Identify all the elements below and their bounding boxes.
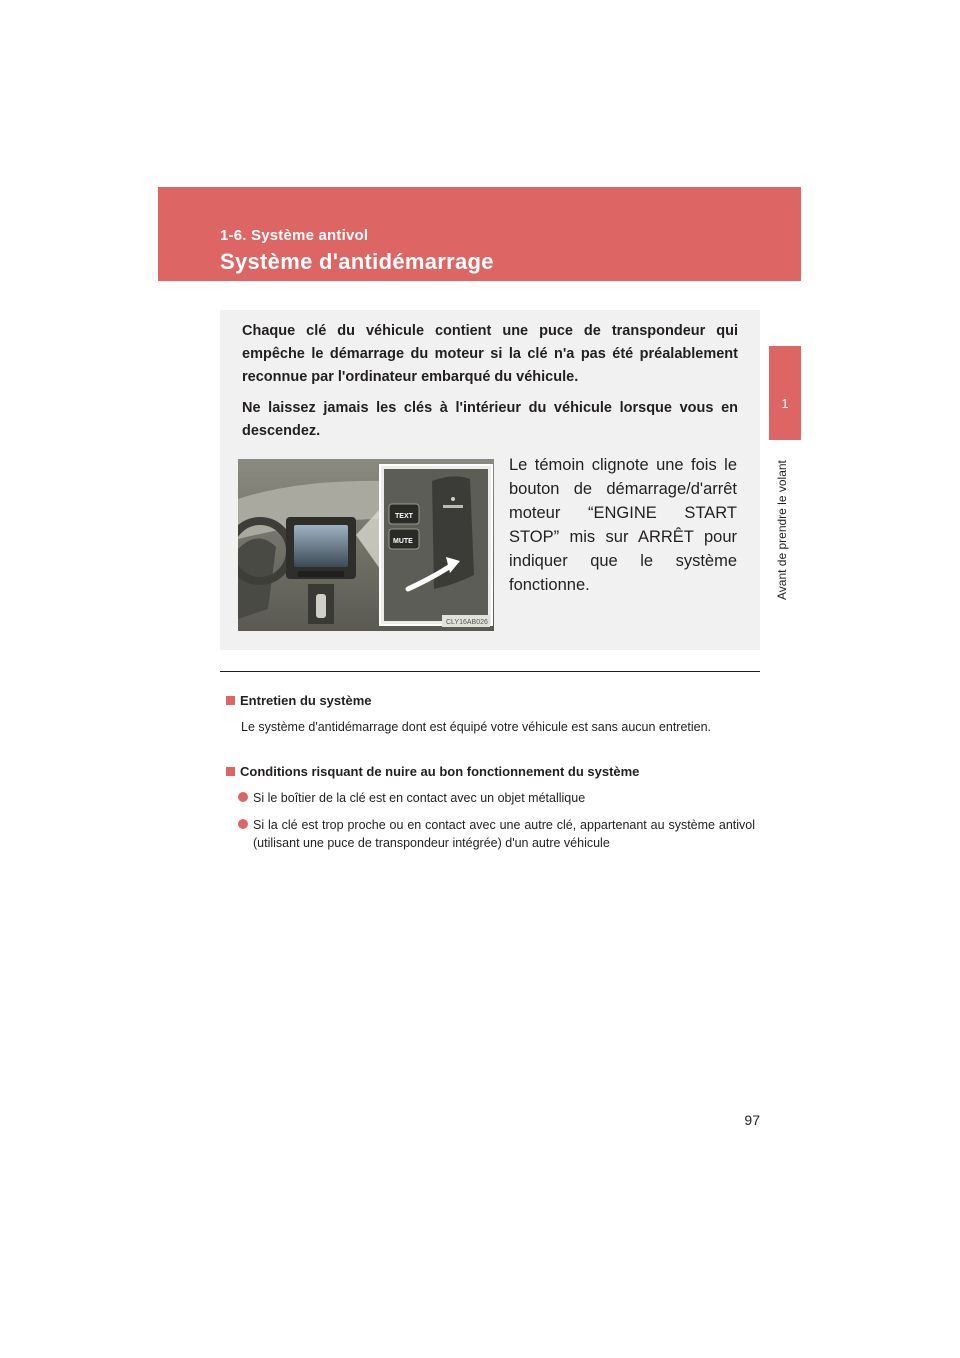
page-number: 97 — [744, 1112, 760, 1128]
info-box — [220, 310, 760, 650]
chapter-tab[interactable] — [769, 346, 801, 440]
intro-text: Chaque clé du véhicule contient une puce de transpondeur qui empêche le démarrage du moteur si la clé n'a pas été préalablement reconnue par l'ordinateur embarqué du véhicule. — [242, 323, 738, 385]
photo-caption: Le témoin clignote une fois le bouton de démarrage/d'arrêt moteur “ENGINE START STOP” mis sur ARRÊT pour indiquer que le système fonctionne. — [509, 456, 737, 594]
chapter-number: 1 — [781, 396, 789, 411]
circle-bullet-icon — [238, 819, 248, 829]
list-item-text: Si le boîtier de la clé est en contact avec un objet métallique — [253, 791, 586, 805]
section-label: 1-6. Système antivol — [220, 227, 369, 244]
text-button-label: TEXT — [395, 513, 413, 520]
square-bullet-icon — [226, 767, 235, 776]
photo-code: CLY16AB026 — [446, 619, 488, 626]
page-title: Système d'antidémarrage — [220, 249, 494, 274]
square-bullet-icon — [226, 696, 235, 705]
note-heading-text: Conditions risquant de nuire au bon fonctionnement du système — [240, 764, 640, 779]
section-header — [158, 187, 801, 281]
mute-button-label: MUTE — [393, 538, 413, 545]
circle-bullet-icon — [238, 792, 248, 802]
note-heading-conditions — [226, 764, 639, 779]
list-item — [238, 789, 755, 807]
chapter-label: Avant de prendre le volant — [775, 460, 789, 600]
section-divider — [220, 671, 760, 672]
list-item-text: Si la clé est trop proche ou en contact avec une autre clé, appartenant au système antivol (utilisant une puce de transpondeur intégrée) d'un autre véhicule — [253, 818, 755, 850]
list-item — [238, 816, 755, 852]
note-heading-maintenance — [226, 693, 372, 708]
dashboard-photo — [238, 459, 494, 631]
warning-text: Ne laissez jamais les clés à l'intérieur du véhicule lorsque vous en descendez. — [242, 400, 738, 439]
dashboard-illustration — [238, 459, 494, 631]
note-text-maintenance: Le système d'antidémarrage dont est équipé votre véhicule est sans aucun entretien. — [241, 720, 712, 734]
note-heading-text: Entretien du système — [240, 693, 372, 708]
